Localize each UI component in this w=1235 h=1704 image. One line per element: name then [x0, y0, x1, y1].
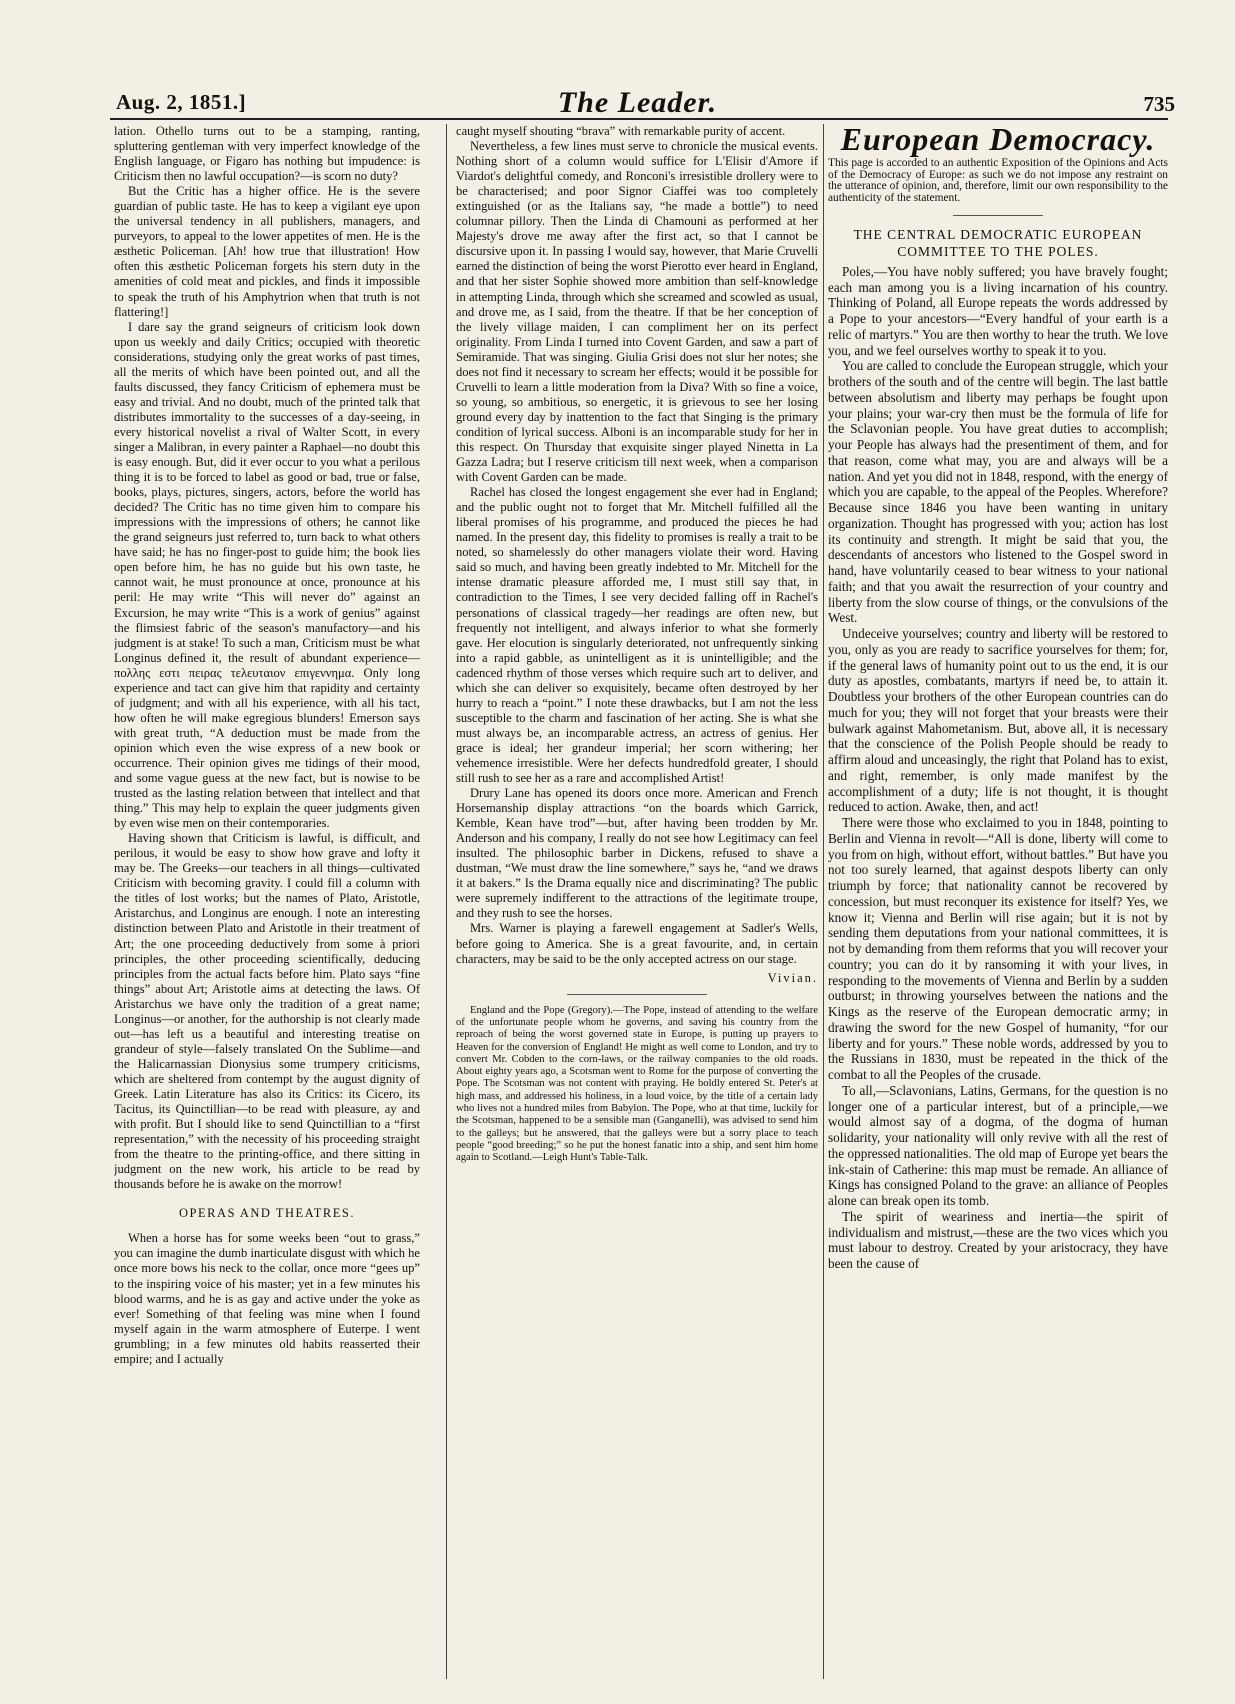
paragraph: Nevertheless, a few lines must serve to chronicle the musical events. Nothing short of a column would suffice for L'Elisir d'Amore if Viardot's delightful comedy, and Ronconi's irresistible drollery were to be characterised; and poor Signor Ciaffei was too completely extinguished (or as the Italians say, “he made a bottle”) to need columnar pillory. Then the Linda di Chamouni as performed at her Majesty's drove me away after the first act, so that I cannot be discursive upon it. In passing I would say, however, that Marie Cruvelli earned the distinction of being the worst Pierotto ever heard in England, and that her sister Sophie showed more ambition than self-knowledge in attempting Linda, through which she screamed and scowled as usual, and drove me, as I said, from the theatre. If that be her conception of the lively village maiden, I can compliment her on its perfect originality. From Linda I turned into Covent Garden, and saw a part of Semiramide. That was singing. Giulia Grisi does not slur her notes; she does not find it necessary to scream her effects; would it be possible for Cruvelli to learn a little moderation from la Diva? With so fine a voice, so young, so ambitious, so energetic, it is grievous to see her losing ground every day by inattention to the fact that Singing is the primary condition of lyrical success. Alboni is an incomparable study for her in this respect. On Thursday that exquisite singer played Ninetta in La Gazza Ladra; but I reserve criticism till next week, when a comparison with Covent Garden can be made.	[456, 139, 818, 485]
column-criticism	[114, 124, 420, 1684]
footnote	[456, 1005, 818, 1165]
paragraph: When a horse has for some weeks been “out to grass,” you can imagine the dumb inarticulate disgust with which he once more bows his neck to the collar, once more “gees up” to the inspiring voice of his master; yet in a few minutes his blood warms, and he is as gay and active under the yoke as ever! Something of that feeling was mine when I found myself again in the warm atmosphere of Euterpe. I went grumbling; in a few minutes old habits reasserted their empire; and I actually	[114, 1231, 420, 1366]
paragraph: You are called to conclude the European struggle, which your brothers of the south and of the centre will begin. The last battle between absolutism and liberty may perhaps be fought upon your plains; your war-cry then must be the formula of life for the Sclavonian people. You have great duties to accomplish; your People has always had the presentiment of them, and for that reason, come what may, you are and always will be a nation. And yet you did not in 1848, respond, with the energy of which you are capable, to the appeal of the Peoples. Wherefore? Because since 1846 you have been wanting in unitary organization. Thought has progressed with you; action has lost its continuity and strength. It might be said that you, the descendants of ancestors who listened to the Gospel sword in hand, have voluntarily ceased to bear witness to your national faith; and that you await the resurrection of your country and liberty from the slow course of things, or the convulsions of the West.	[828, 358, 1168, 626]
paragraph: There were those who exclaimed to you in 1848, pointing to Berlin and Vienna in revolt—“All is done, liberty will come to you from on high, without effort, without battles.” But have you not too surely learned, that against despots liberty can only triumph by force; that nationality cannot be recovered by concession, but must reconquer its existence for itself? Yes, we know it; Vienna and Berlin will rise again; but it is not by sending them deputations from your national committees, it is not by demanding from them reforms that you will recover your country; you can do it by ransoming it with your lives, in responding to the movements of Vienna and Berlin by a sudden outburst; in throwing yourselves between the nations and the Kings as the reserve of the European democratic army; in drawing the sword for the new Gospel of humanity, “for our liberty and for yours.” These noble words, addressed by you to the Russians in 1830, must be repeated in the thick of the combat to all the Peoples of the crusade.	[828, 815, 1168, 1083]
paragraph: Mrs. Warner is playing a farewell engagement at Sadler's Wells, before going to America. She is a great favourite, and, in certain characters, may be said to be the only accepted actress on our stage.	[456, 921, 818, 966]
paragraph: Drury Lane has opened its doors once more. American and French Horsemanship display attractions “on the boards which Garrick, Kemble, Kean have trod”—but, after having been trodden by Mr. Anderson and his company, I really do not see how Legitimacy can feel insulted. The philosophic barber in Dickens, refused to shave a dustman, “We must draw the line somewhere,” says he, “and we draws it at bakers.” Is the Drama equally nice and discriminating? The public were supremely indifferent to the attractions of the legitimate troupe, and they rush to see the horses.	[456, 786, 818, 921]
paragraph: Poles,—You have nobly suffered; you have bravely fought; each man among you is a living incarnation of his country. Thinking of Poland, all Europe repeats the words addressed by a Pope to your ancestors—“Every handful of your earth is a relic of martyrs.” You are then worthy to hear the truth. We love you, and we feel ourselves worthy to speak it to you.	[828, 263, 1168, 358]
paragraph: The spirit of weariness and inertia—the spirit of individualism and mistrust,—these are the two vices which you must labour to destroy. Created by your aristocracy, they have been the cause of	[828, 1208, 1168, 1272]
section-intro: This page is accorded to an authentic Exposition of the Opinions and Acts of the Democracy of Europe: as such we do not impose any restraint on the utterance of opinion, and, therefore, limit our own responsibility to the authenticity of the statement.	[828, 156, 1168, 205]
page-header	[100, 86, 1175, 120]
paragraph: Having shown that Criticism is lawful, is difficult, and perilous, it would be easy to show how grave and lofty it may be. The Greeks—our teachers in all things—cultivated Criticism with becoming gravity. I could fill a column with the titles of lost works; but the names of Plato, Aristotle, Aristarchus, and Longinus are enough. I note an interesting distinction between Plato and Aristotle in their treatment of Art; the one proceeding deductively from some à priori principles, the other proceeding scientifically, deducing principles from the actual facts before him. Plato says “fine things” about Art; Aristotle aims at detecting the laws. Of Aristarchus we have only the tradition of a great name; Longinus—or another, for the authorship is not clearly made out—has left us a beautiful and interesting treatise on grandeur of style—falsely translated On the Sublime—and the Halicarnassian Dionysius some trumpery criticisms, which are sheltered from contempt by the august dignity of Greek. Latin Literature has also its Critics: its Cicero, its Tacitus, its Quinctillian—to be read with pleasure, ay and with profit. But I should like to send Quinctillian to a “first representation,” with the necessity of his proceeding straight from the theatre to the printing-office, and there sitting in judgment on the new work, his article to be read by thousands before he is awake on the morrow!	[114, 831, 420, 1192]
paragraph: Rachel has closed the longest engagement she ever had in England; and the public ought not to forget that Mr. Mitchell fulfilled all the liberal promises of his programme, and produced the pieces he had named. In the present day, this fidelity to promises is really a trait to be noted, so shamelessly do other managers violate their word. Having said so much, and having been greatly indebted to Mr. Mitchell for the intense dramatic pleasure afforded me, I must still say that, in contradiction to the Times, I see very decided falling off in Rachel's personations of classical tragedy—her readings are often new, but frequently not intelligent, and always inferior to what she formerly gave. Her elocution is singularly deteriorated, not unfrequently sinking into a rapid gabble, as unintelligent as it is unintelligible; and the cadenced rhythm of those verses which require such art to deliver, and which she can deliver so exquisitely, became often destroyed by her hurry to reach a “point.” I note these drawbacks, but I am not the less susceptible to the charm and fascination of her acting. She is what she must always be, an incomparable actress, an actress of genius. Her grace is ideal; her grandeur imperial; her scorn withering; her vehemence irresistible. Were her defects hundredfold greater, I should still rush to see her as a rare and accomplished Artist!	[456, 485, 818, 786]
paragraph: lation. Othello turns out to be a stamping, ranting, spluttering gentleman with very imperfect knowledge of the English language, or Figaro has nothing but impudence: is Criticism then no lawful occupation?—is scorn no duty?	[114, 124, 420, 184]
article-heading: THE CENTRAL DEMOCRATIC EUROPEAN COMMITTEE TO THE POLES.	[853, 226, 1143, 259]
column-divider	[446, 124, 447, 1679]
author-signature: Vivian.	[767, 970, 818, 985]
paragraph: I dare say the grand seigneurs of criticism look down upon us weekly and daily Critics; occupied with theoretic considerations, studying only the great works of past times, all the merits of which have been pointed out, and all the faults discussed, they fancy Criticism of ephemera must be easy and trivial. And no doubt, much of the printed talk that distributes immortality to the successes of a day-seeing, in every historical novelist a rival of Walter Scott, in every singer a Malibran, in every painter a Raphael—no doubt this is easy enough. But, did it ever occur to you what a perilous thing it is to be forced to label as good or bad, true or false, books, plays, pictures, singers, actors, before the world has decided? The Critic has no time given him to compare his impressions with the impressions of others; he cannot like the grand seigneurs just referred to, turn back to what others have said; he has no finger-post to guide him; the book lies open before him, he has no guide but his own taste, he cannot wait, he must pronounce at once, pronounce at his peril: He may write “This will never do” against an Excursion, he may write “This is a work of genius” against the flimsiest fabric of the season's manufactory—and his judgment is at stake! To such a man, Criticism must be what Longinus defined it, the result of abundant experience—πολλης εστι πειρας τελευταιον επιγεννημα. Only long experience and tact can give him that rapidity and certainty of judgment; and with all his experience, with all his tact, how often he will make egregious blunders! Emerson says with great truth, “A deduction must be made from the opinion which even the wise express of a new book or occurrence. Their opinion gives me tidings of their mood, and some vague guess at the new fact, but is nowise to be trusted as the lasting relation between that intellect and that thing.” This may help to explain the queer judgments given by even wise men on their contemporaries.	[114, 319, 420, 831]
note-text: England and the Pope (Gregory).—The Pope, instead of attending to the welfare of the unfortunate people whom he governs, and saving his country from the reproach of being the worst governed state in Europe, is putting up prayers to Heaven for the conversion of England! He might as well come to London, and try to convert Mr. Cobden to the corn-laws, or the railway companies to the old roads. About eighty years ago, a Scotsman went to Rome for the purpose of converting the Pope. The Scotsman was not content with praying. He boldly entered St. Peter's at high mass, and addressed his holiness, in a loud voice, by the title of a certain lady who lives not a hundred miles from Babylon. The Pope, who at that time, luckily for the Scotsman, happened to be a sensible man (Ganganelli), was advised to send him to the galleys; but he answered, that the galleys were but a sorry place to teach people “good breeding;” so he put the honest fanatic into a ship, and sent him home again to Scotland.—Leigh Hunt's Table-Talk.	[456, 1004, 818, 1164]
divider	[567, 994, 707, 995]
header-rule	[110, 118, 1168, 120]
masthead-title: The Leader.	[557, 86, 718, 119]
issue-date: Aug. 2, 1851.]	[116, 90, 247, 114]
page-number: 735	[1143, 92, 1175, 116]
column-divider	[823, 124, 824, 1679]
column-operas	[456, 124, 818, 1684]
column-european-democracy	[828, 124, 1168, 1684]
section-title: European Democracy.	[840, 124, 1156, 157]
paragraph: caught myself shouting “brava” with remarkable purity of accent.	[456, 124, 786, 138]
section-heading: OPERAS AND THEATRES.	[179, 1206, 355, 1221]
paragraph: Undeceive yourselves; country and liberty will be restored to you, only as you are ready to sacrifice yourselves for them; for, if the general laws of humanity point out to us the end, it is our duty as apostles, combatants, martyrs if need be, to attain it. Doubtless your brothers of the other European countries can do much for you; they will not forget that your breasts were their bulwark against Mahometanism. But, above all, it is necessary that the conscience of the Polish People should be ready to affirm aloud and unceasingly, the right that Poland has to exist, and right, remember, is only made manifest by the accomplishment of a duty; life is not thought, it is thought reduced to action. Awake, then, and act!	[828, 626, 1168, 815]
paragraph: To all,—Sclavonians, Latins, Germans, for the question is no longer one of a particular interest, but of a principle,—we would almost say of a dogma, of the dogma of human solidarity, your nationality will only revive with all the rest of the oppressed nationalities. The old map of Europe yet bears the ink-stain of Catherine: this map must be remade. An alliance of Kings has consigned Poland to the grave: an alliance of Peoples alone can break open its tomb.	[828, 1082, 1168, 1209]
paragraph: But the Critic has a higher office. He is the severe guardian of public taste. He has to keep a vigilant eye upon the universal tendency in all publishers, managers, and purveyors, to appeal to the lower appetites of men. He is the æsthetic Policeman. [Ah! how true that illustration! How often this æsthetic Policeman forgets his stern duty in the amenities of cold meat and pickles, and finds it impossible to speak the truth of his Amphytrion when that truth is not flattering!]	[114, 184, 420, 319]
divider	[953, 215, 1043, 216]
